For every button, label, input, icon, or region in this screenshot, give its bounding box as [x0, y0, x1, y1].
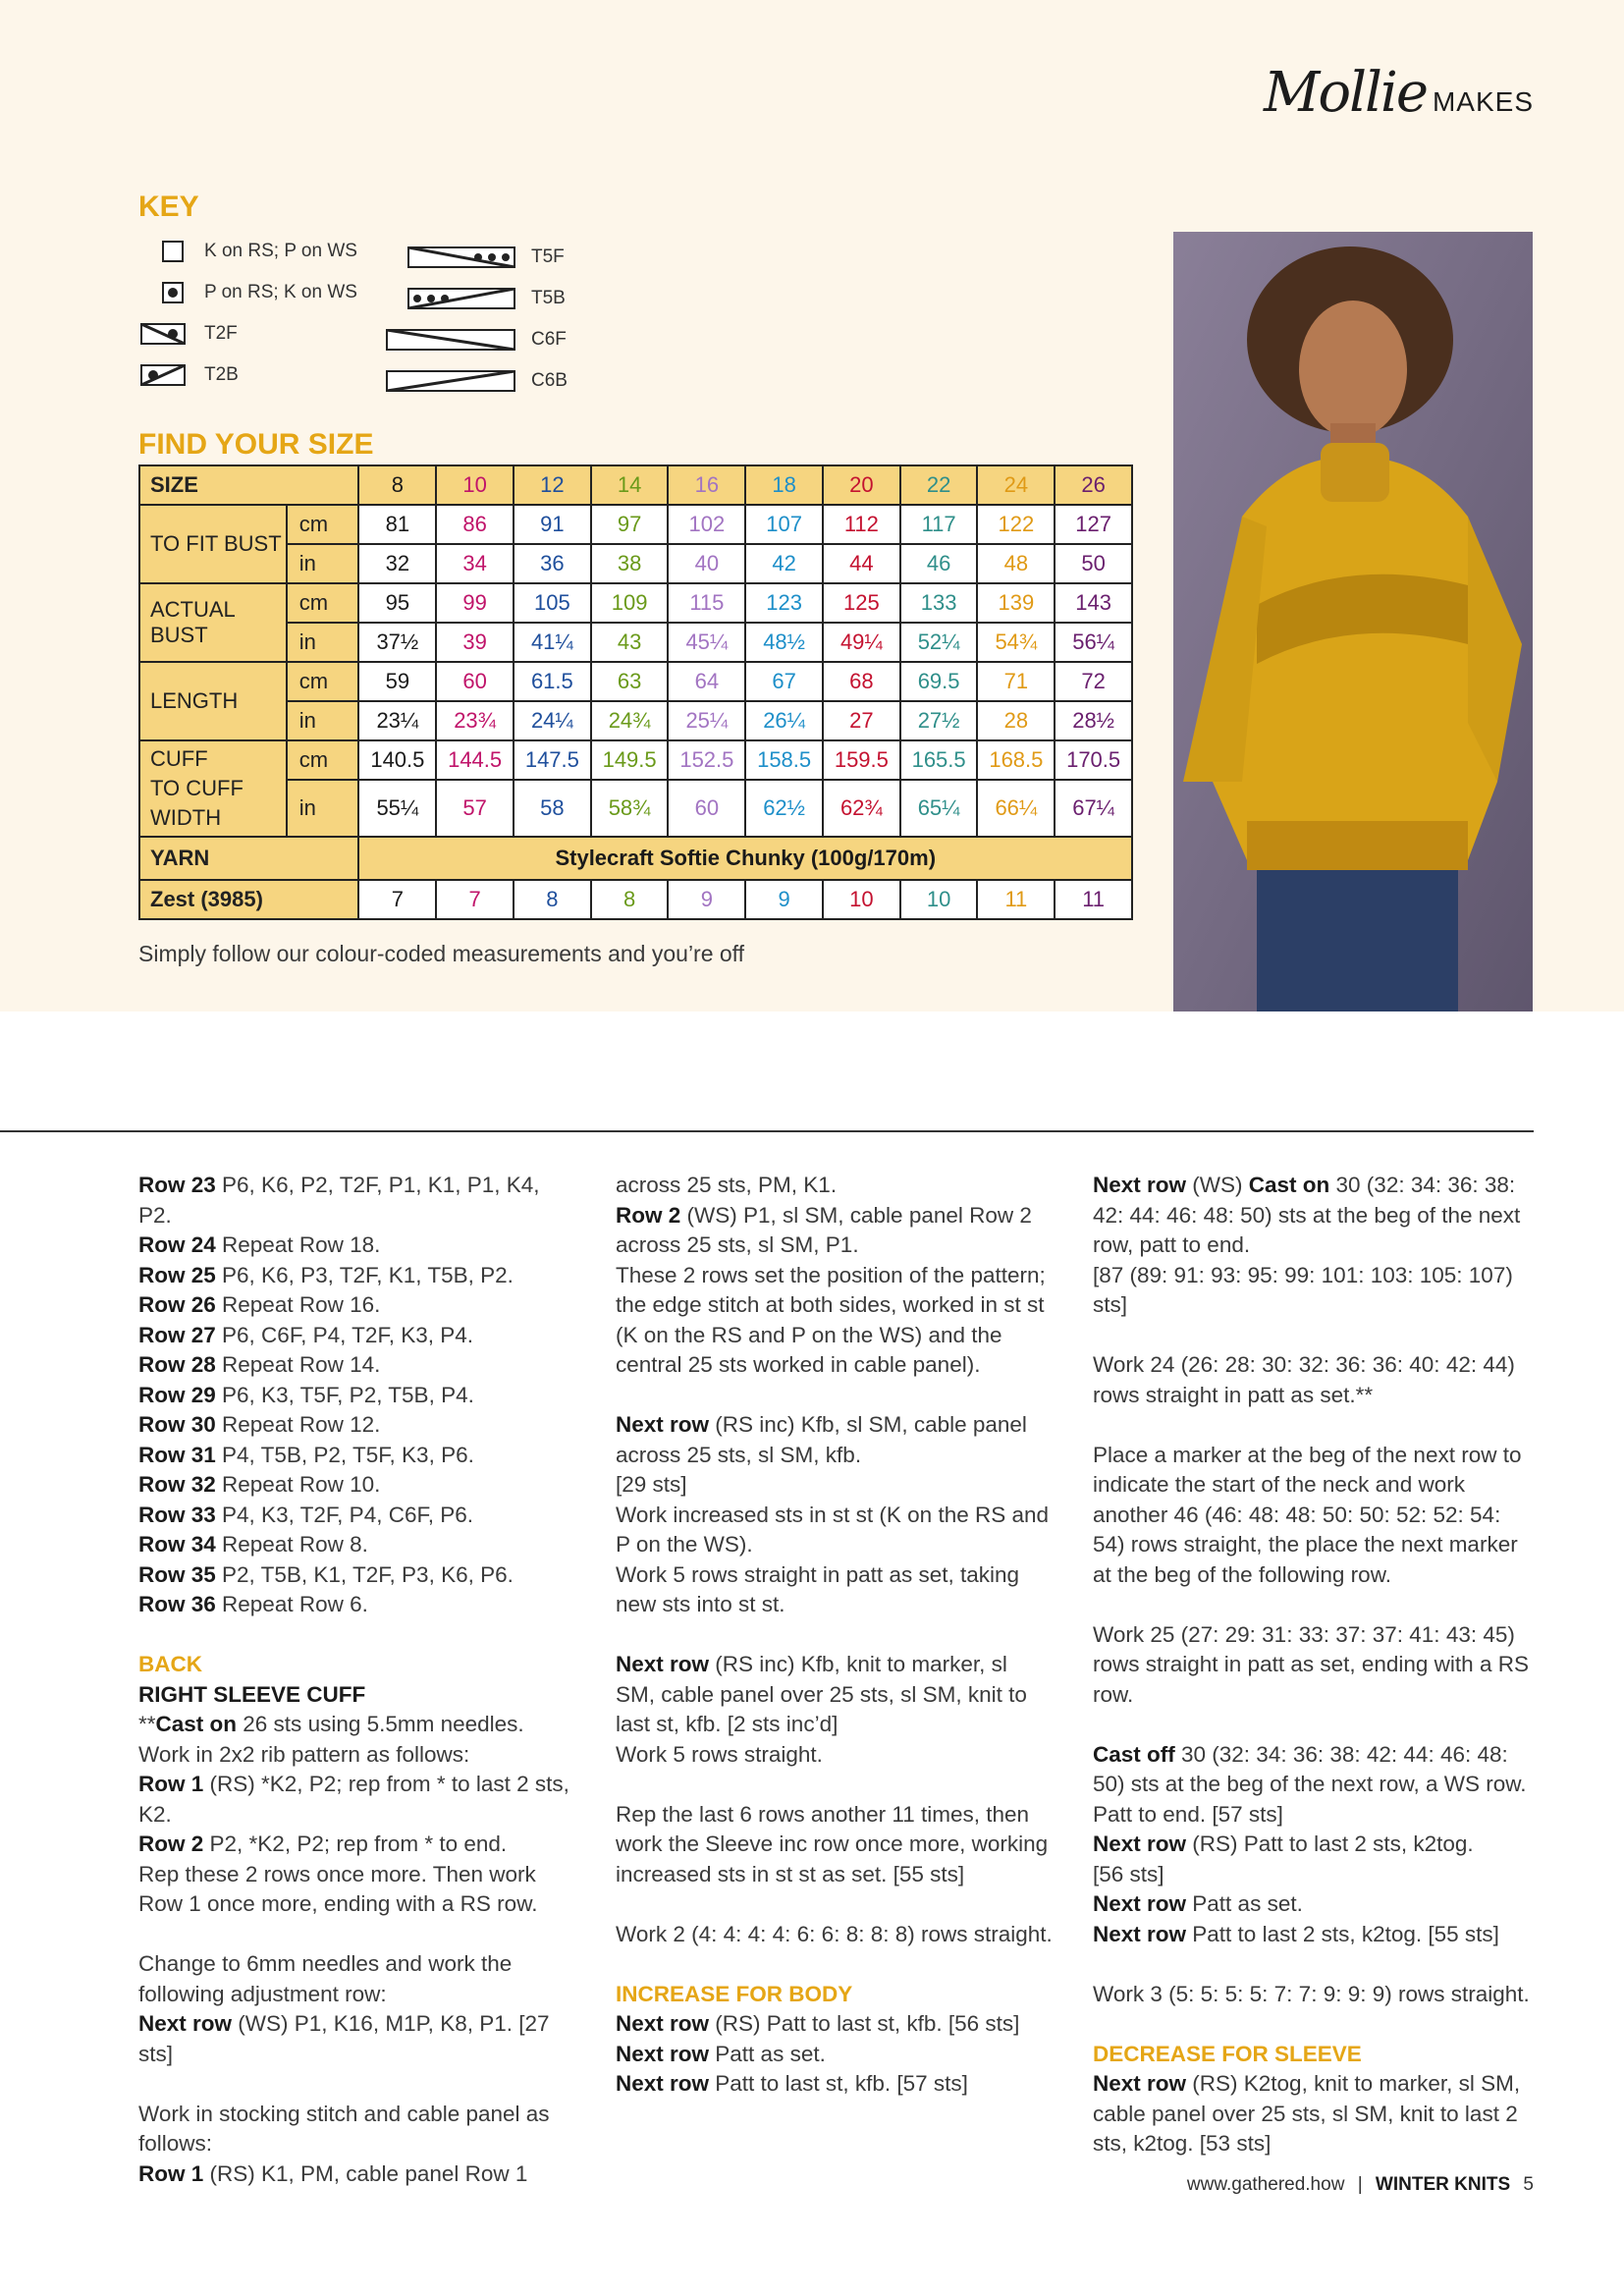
- row-label: Next row: [616, 2011, 710, 2036]
- cuff-cm-row: [139, 740, 1132, 780]
- table-cell: 71: [977, 662, 1055, 701]
- table-cell: 28½: [1055, 701, 1132, 740]
- page-footer: [1187, 2174, 1534, 2196]
- row-text: Repeat Row 12.: [215, 1412, 381, 1437]
- size-cell: 22: [900, 465, 978, 505]
- actual-in-row: [139, 623, 1132, 662]
- table-cell: 147.5: [514, 740, 591, 780]
- table-cell: 43: [591, 623, 669, 662]
- table-cell: 50: [1055, 544, 1132, 583]
- table-cell: 23¾: [436, 701, 514, 740]
- table-cell: 125: [823, 583, 900, 623]
- table-cell: 107: [745, 505, 823, 544]
- table-cell: 27½: [900, 701, 978, 740]
- cuff-label-2: TO CUFF: [150, 776, 244, 800]
- unit-cm: cm: [287, 662, 359, 701]
- size-cell: 12: [514, 465, 591, 505]
- row-label: Row 34: [138, 1532, 216, 1557]
- table-cell: 52¼: [900, 623, 978, 662]
- table-cell: 117: [900, 505, 978, 544]
- table-cell: 62¾: [823, 780, 900, 837]
- t2b-icon: [139, 364, 187, 386]
- table-cell: 42: [745, 544, 823, 583]
- table-cell: 170.5: [1055, 740, 1132, 780]
- table-cell: 11: [977, 880, 1055, 919]
- table-cell: 91: [514, 505, 591, 544]
- table-cell: 24¼: [514, 701, 591, 740]
- row-text: Repeat Row 14.: [215, 1352, 381, 1377]
- row-label: Next row: [1093, 1173, 1187, 1197]
- table-cell: 25¼: [668, 701, 745, 740]
- stitch-count: [29 sts]: [616, 1472, 687, 1497]
- table-cell: 64: [668, 662, 745, 701]
- bust-label: TO FIT BUST: [139, 505, 287, 583]
- table-cell: 23¼: [358, 701, 436, 740]
- table-cell: 49¼: [823, 623, 900, 662]
- row-text: (WS) P1, sl SM, cable panel Row 2 across 25 sts, sl SM, P1.: [616, 1202, 1032, 1257]
- key-label: T5F: [531, 246, 565, 267]
- size-cell: 14: [591, 465, 669, 505]
- rib-text: Work in 2x2 rib pattern as follows:: [138, 1741, 470, 1767]
- size-table: [138, 465, 1133, 920]
- actual-cm-row: [139, 583, 1132, 623]
- row-label: Row 2: [616, 1202, 681, 1228]
- unit-cm: cm: [287, 583, 359, 623]
- table-cell: 95: [358, 583, 436, 623]
- size-cell: 16: [668, 465, 745, 505]
- paragraph: These 2 rows set the position of the pattern; the edge stitch at both sides, worked in st st (K on the RS and P on the WS) and the central 25 sts worked in cable panel).: [616, 1262, 1046, 1377]
- instructions-column-3: [1093, 1171, 1530, 2159]
- table-cell: 36: [514, 544, 591, 583]
- bust-in-row: [139, 544, 1132, 583]
- paragraph: Work 24 (26: 28: 30: 32: 36: 36: 40: 42: 44) rows straight in patt as set.**: [1093, 1352, 1515, 1407]
- row-label: Row 2: [138, 1831, 204, 1856]
- table-cell: 66¼: [977, 780, 1055, 837]
- table-cell: 28: [977, 701, 1055, 740]
- footer-url[interactable]: www.gathered.how: [1186, 2174, 1345, 2195]
- unit-in: in: [287, 701, 359, 740]
- row-text: Patt to last 2 sts, k2tog. [55 sts]: [1186, 1921, 1499, 1946]
- table-cell: 115: [668, 583, 745, 623]
- footer-section: WINTER KNITS: [1375, 2174, 1511, 2195]
- find-your-size-title: FIND YOUR SIZE: [138, 428, 374, 461]
- table-cell: 165.5: [900, 740, 978, 780]
- table-cell: 133: [900, 583, 978, 623]
- row-text: P4, K3, T2F, P4, C6F, P6.: [215, 1502, 473, 1527]
- row-text: P6, K6, P2, T2F, P1, K1, P1, K4, P2.: [138, 1173, 540, 1228]
- paragraph: Work 3 (5: 5: 5: 5: 7: 7: 9: 9: 9) rows straight.: [1093, 1981, 1530, 2006]
- key-item: [161, 282, 357, 303]
- row-label: Row 36: [138, 1592, 216, 1616]
- table-cell: 60: [436, 662, 514, 701]
- table-cell: 62½: [745, 780, 823, 837]
- length-label: LENGTH: [139, 662, 287, 740]
- table-cell: 11: [1055, 880, 1132, 919]
- row-text: Repeat Row 6.: [215, 1592, 368, 1616]
- table-cell: 45¼: [668, 623, 745, 662]
- table-cell: 44: [823, 544, 900, 583]
- row-label: Next row: [616, 1412, 710, 1437]
- table-cell: 67¼: [1055, 780, 1132, 837]
- row-label: Next row: [1093, 1921, 1187, 1946]
- table-cell: 27: [823, 701, 900, 740]
- row-text: (RS inc) Kfb, knit to marker, sl SM, cable panel over 25 sts, sl SM, knit to last st, kfb. [2 sts inc’d]: [616, 1652, 1027, 1736]
- unit-in: in: [287, 780, 359, 837]
- table-cell: 48: [977, 544, 1055, 583]
- bust-cm-row: [139, 505, 1132, 544]
- row-text: 26 sts using 5.5mm needles.: [237, 1712, 524, 1736]
- key-label: P on RS; K on WS: [204, 282, 357, 302]
- cuff-label: [139, 740, 287, 837]
- purl-dot-icon: [161, 282, 187, 303]
- row-label: Row 30: [138, 1412, 216, 1437]
- row-text: (WS) P1, K16, M1P, K8, P1. [27 sts]: [138, 2011, 550, 2066]
- table-cell: 97: [591, 505, 669, 544]
- key-label: K on RS; P on WS: [204, 241, 357, 261]
- key-label: T2F: [204, 323, 238, 344]
- table-cell: 39: [436, 623, 514, 662]
- row-label: Row 27: [138, 1322, 216, 1347]
- table-cell: 99: [436, 583, 514, 623]
- row-text: Repeat Row 18.: [215, 1232, 381, 1257]
- row-label: Cast on: [155, 1712, 238, 1736]
- table-cell: 158.5: [745, 740, 823, 780]
- table-cell: 144.5: [436, 740, 514, 780]
- row-text: (RS) K2tog, knit to marker, sl SM, cable panel over 25 sts, sl SM, knit to last 2 sts, k2tog. [53 sts]: [1093, 2071, 1521, 2156]
- row-text: Repeat Row 16.: [215, 1292, 381, 1317]
- zest-label: Zest (3985): [139, 880, 358, 919]
- key-label: T2B: [204, 364, 239, 385]
- row-text: P6, K6, P3, T2F, K1, T5B, P2.: [215, 1262, 514, 1287]
- row-text: P4, T5B, P2, T5F, K3, P6.: [215, 1442, 474, 1467]
- row-label: Row 1: [138, 2160, 204, 2186]
- table-cell: 143: [1055, 583, 1132, 623]
- row-label: Cast off: [1093, 1741, 1175, 1767]
- brand-script: Mollie: [1264, 61, 1427, 125]
- key-item: [407, 246, 565, 268]
- table-cell: 63: [591, 662, 669, 701]
- key-item: [407, 288, 566, 309]
- table-cell: 139: [977, 583, 1055, 623]
- t5b-icon: [407, 288, 515, 309]
- size-cell: 26: [1055, 465, 1132, 505]
- subheading-right-sleeve-cuff: RIGHT SLEEVE CUFF: [138, 1681, 366, 1707]
- paragraph: Work 25 (27: 29: 31: 33: 37: 37: 41: 43: 45) rows straight in patt as set, ending with a RS row.: [1093, 1621, 1529, 1707]
- table-cell: 69.5: [900, 662, 978, 701]
- paragraph: Work 5 rows straight in patt as set, taking new sts into st st.: [616, 1561, 1020, 1616]
- table-cell: 26¼: [745, 701, 823, 740]
- key-label: T5B: [531, 288, 566, 308]
- yarn-label: YARN: [139, 837, 358, 880]
- table-cell: 112: [823, 505, 900, 544]
- size-caption: Simply follow our colour-coded measurements and you’re off: [138, 941, 745, 966]
- table-cell: 159.5: [823, 740, 900, 780]
- unit-cm: cm: [287, 740, 359, 780]
- table-cell: 122: [977, 505, 1055, 544]
- table-cell: 58: [514, 780, 591, 837]
- row-label: Next row: [616, 2071, 710, 2096]
- size-cell: 10: [436, 465, 514, 505]
- row-text: Repeat Row 10.: [215, 1472, 381, 1497]
- row-label: Row 33: [138, 1502, 216, 1527]
- key-item: [139, 323, 238, 345]
- length-in-row: [139, 701, 1132, 740]
- row-label: Next row: [1093, 1891, 1187, 1916]
- table-cell: 38: [591, 544, 669, 583]
- yarn-name: Stylecraft Softie Chunky (100g/170m): [358, 837, 1132, 880]
- table-cell: 7: [358, 880, 436, 919]
- key-label: C6F: [531, 329, 567, 350]
- table-cell: 68: [823, 662, 900, 701]
- table-cell: 55¼: [358, 780, 436, 837]
- sweater-photo-illustration: [1173, 232, 1533, 1011]
- table-cell: 58¾: [591, 780, 669, 837]
- row-text: Patt as set.: [709, 2041, 826, 2066]
- cuff-label-3: WIDTH: [150, 805, 222, 830]
- t2f-icon: [139, 323, 187, 345]
- c6f-icon: [386, 329, 515, 351]
- paragraph: Work 2 (4: 4: 4: 4: 6: 6: 8: 8: 8) rows straight.: [616, 1921, 1053, 1946]
- row-text: P2, *K2, P2; rep from * to end.: [203, 1831, 508, 1856]
- row-text: 30 (32: 34: 36: 38: 42: 44: 46: 48: 50) sts at the beg of the next row, patt to end.: [1093, 1173, 1521, 1257]
- cuff-label-1: CUFF: [150, 746, 208, 771]
- table-cell: 102: [668, 505, 745, 544]
- row-label: Row 26: [138, 1292, 216, 1317]
- table-cell: 9: [745, 880, 823, 919]
- table-cell: 8: [514, 880, 591, 919]
- table-cell: 57: [436, 780, 514, 837]
- row-text: Repeat Row 8.: [215, 1532, 368, 1557]
- table-cell: 152.5: [668, 740, 745, 780]
- table-cell: 10: [823, 880, 900, 919]
- repeat-text: Rep these 2 rows once more. Then work Row 1 once more, ending with a RS row.: [138, 1861, 538, 1916]
- paragraph: across 25 sts, PM, K1.: [616, 1173, 838, 1197]
- table-cell: 41¼: [514, 623, 591, 662]
- brand-makes: MAKES: [1432, 86, 1534, 117]
- row-text: Patt to last st, kfb. [57 sts]: [709, 2071, 968, 2096]
- actual-label-1: ACTUAL: [150, 597, 236, 622]
- table-cell: 24¾: [591, 701, 669, 740]
- zest-row: [139, 880, 1132, 919]
- divider: [0, 1130, 1534, 1132]
- key-item: [386, 370, 568, 392]
- row-label: Row 28: [138, 1352, 216, 1377]
- table-cell: 109: [591, 583, 669, 623]
- row-text: Patt as set.: [1186, 1891, 1303, 1916]
- stitch-count: [56 sts]: [1093, 1861, 1164, 1886]
- table-cell: 7: [436, 880, 514, 919]
- table-cell: 54¾: [977, 623, 1055, 662]
- key-title: KEY: [138, 191, 199, 223]
- table-cell: 34: [436, 544, 514, 583]
- unit-in: in: [287, 544, 359, 583]
- row-text: 30 (32: 34: 36: 38: 42: 44: 46: 48: 50) sts at the beg of the next row, a WS row. Patt to end. [57 sts]: [1093, 1741, 1527, 1827]
- table-cell: 10: [900, 880, 978, 919]
- row-text: P2, T5B, K1, T2F, P3, K6, P6.: [215, 1561, 514, 1587]
- c6b-icon: [386, 370, 515, 392]
- instructions-column-2: [616, 1171, 1053, 2100]
- table-cell: 9: [668, 880, 745, 919]
- row-label: Next row: [1093, 2071, 1187, 2096]
- section-heading-decrease-for-sleeve: DECREASE FOR SLEEVE: [1093, 2041, 1362, 2066]
- paragraph: Work 5 rows straight.: [616, 1741, 823, 1767]
- length-cm-row: [139, 662, 1132, 701]
- row-text: P6, K3, T5F, P2, T5B, P4.: [215, 1382, 474, 1407]
- table-cell: 149.5: [591, 740, 669, 780]
- row-label: Row 32: [138, 1472, 216, 1497]
- table-cell: 32: [358, 544, 436, 583]
- row-label: Row 29: [138, 1382, 216, 1407]
- size-cell: 18: [745, 465, 823, 505]
- row-text: (RS) Patt to last st, kfb. [56 sts]: [709, 2011, 1020, 2036]
- brand-logo: [1264, 61, 1534, 125]
- table-cell: 61.5: [514, 662, 591, 701]
- paragraph: Place a marker at the beg of the next row to indicate the start of the neck and work another 46 (46: 48: 48: 50: 50: 52: 52: 54: 54) rows straight, the place the next marker at the beg of the following row.: [1093, 1442, 1522, 1587]
- row-label: Cast on: [1248, 1173, 1330, 1197]
- row-label: Next row: [616, 1652, 710, 1676]
- table-cell: 105: [514, 583, 591, 623]
- section-heading-back: BACK: [138, 1652, 202, 1676]
- table-cell: 48½: [745, 623, 823, 662]
- table-cell: 140.5: [358, 740, 436, 780]
- yarn-row: [139, 837, 1132, 880]
- table-cell: 168.5: [977, 740, 1055, 780]
- size-cell: 24: [977, 465, 1055, 505]
- row-text: (RS) Patt to last 2 sts, k2tog.: [1186, 1831, 1474, 1856]
- row-label: Row 1: [138, 1772, 204, 1796]
- change-text: Change to 6mm needles and work the following adjustment row:: [138, 1951, 513, 2006]
- key-label: C6B: [531, 370, 568, 391]
- row-text: (WS): [1186, 1173, 1249, 1197]
- table-cell: 59: [358, 662, 436, 701]
- size-label: SIZE: [139, 465, 358, 505]
- table-cell: 123: [745, 583, 823, 623]
- table-cell: 65¼: [900, 780, 978, 837]
- model-photo: [1173, 232, 1533, 1011]
- unit-in: in: [287, 623, 359, 662]
- table-cell: 60: [668, 780, 745, 837]
- row-label: Row 31: [138, 1442, 216, 1467]
- row-text: (RS) *K2, P2; rep from * to last 2 sts, K2.: [138, 1772, 569, 1827]
- paragraph: Rep the last 6 rows another 11 times, then work the Sleeve inc row once more, working increased sts in st st as set. [55 sts]: [616, 1801, 1049, 1886]
- table-cell: 40: [668, 544, 745, 583]
- row-text: (RS inc) Kfb, sl SM, cable panel across 25 sts, sl SM, kfb.: [616, 1412, 1027, 1467]
- section-heading-increase-for-body: INCREASE FOR BODY: [616, 1981, 853, 2006]
- instructions-column-1: [138, 1171, 575, 2189]
- actual-bust-label: [139, 583, 287, 662]
- row-label: Row 24: [138, 1232, 216, 1257]
- size-cell: 20: [823, 465, 900, 505]
- actual-label-2: BUST: [150, 623, 208, 647]
- table-cell: 37½: [358, 623, 436, 662]
- table-cell: 67: [745, 662, 823, 701]
- page-number: 5: [1523, 2174, 1534, 2195]
- table-cell: 8: [591, 880, 669, 919]
- table-cell: 72: [1055, 662, 1132, 701]
- key-item: [161, 241, 357, 262]
- key-item: [139, 364, 239, 386]
- asterisks: **: [138, 1712, 156, 1736]
- table-cell: 46: [900, 544, 978, 583]
- footer-separator: |: [1357, 2174, 1363, 2195]
- cuff-in-row: [139, 780, 1132, 837]
- table-cell: 86: [436, 505, 514, 544]
- size-cell: 8: [358, 465, 436, 505]
- unit-cm: cm: [287, 505, 359, 544]
- paragraph: Work increased sts in st st (K on the RS and P on the WS).: [616, 1502, 1050, 1557]
- stitch-count: [87 (89: 91: 93: 95: 99: 101: 103: 105: 107) sts]: [1093, 1262, 1513, 1317]
- row-label: Next row: [138, 2011, 233, 2036]
- table-cell: 127: [1055, 505, 1132, 544]
- table-cell: 56¼: [1055, 623, 1132, 662]
- row-text: P6, C6F, P4, T2F, K3, P4.: [215, 1322, 473, 1347]
- row-label: Row 23: [138, 1173, 216, 1197]
- row-label: Row 25: [138, 1262, 216, 1287]
- stocking-text: Work in stocking stitch and cable panel as follows:: [138, 2101, 550, 2156]
- row-label: Row 35: [138, 1561, 216, 1587]
- size-row: [139, 465, 1132, 505]
- row-label: Next row: [1093, 1831, 1187, 1856]
- row-text: (RS) K1, PM, cable panel Row 1: [203, 2160, 528, 2186]
- knit-square-icon: [161, 241, 187, 262]
- key-item: [386, 329, 567, 351]
- t5f-icon: [407, 246, 515, 268]
- row-label: Next row: [616, 2041, 710, 2066]
- table-cell: 81: [358, 505, 436, 544]
